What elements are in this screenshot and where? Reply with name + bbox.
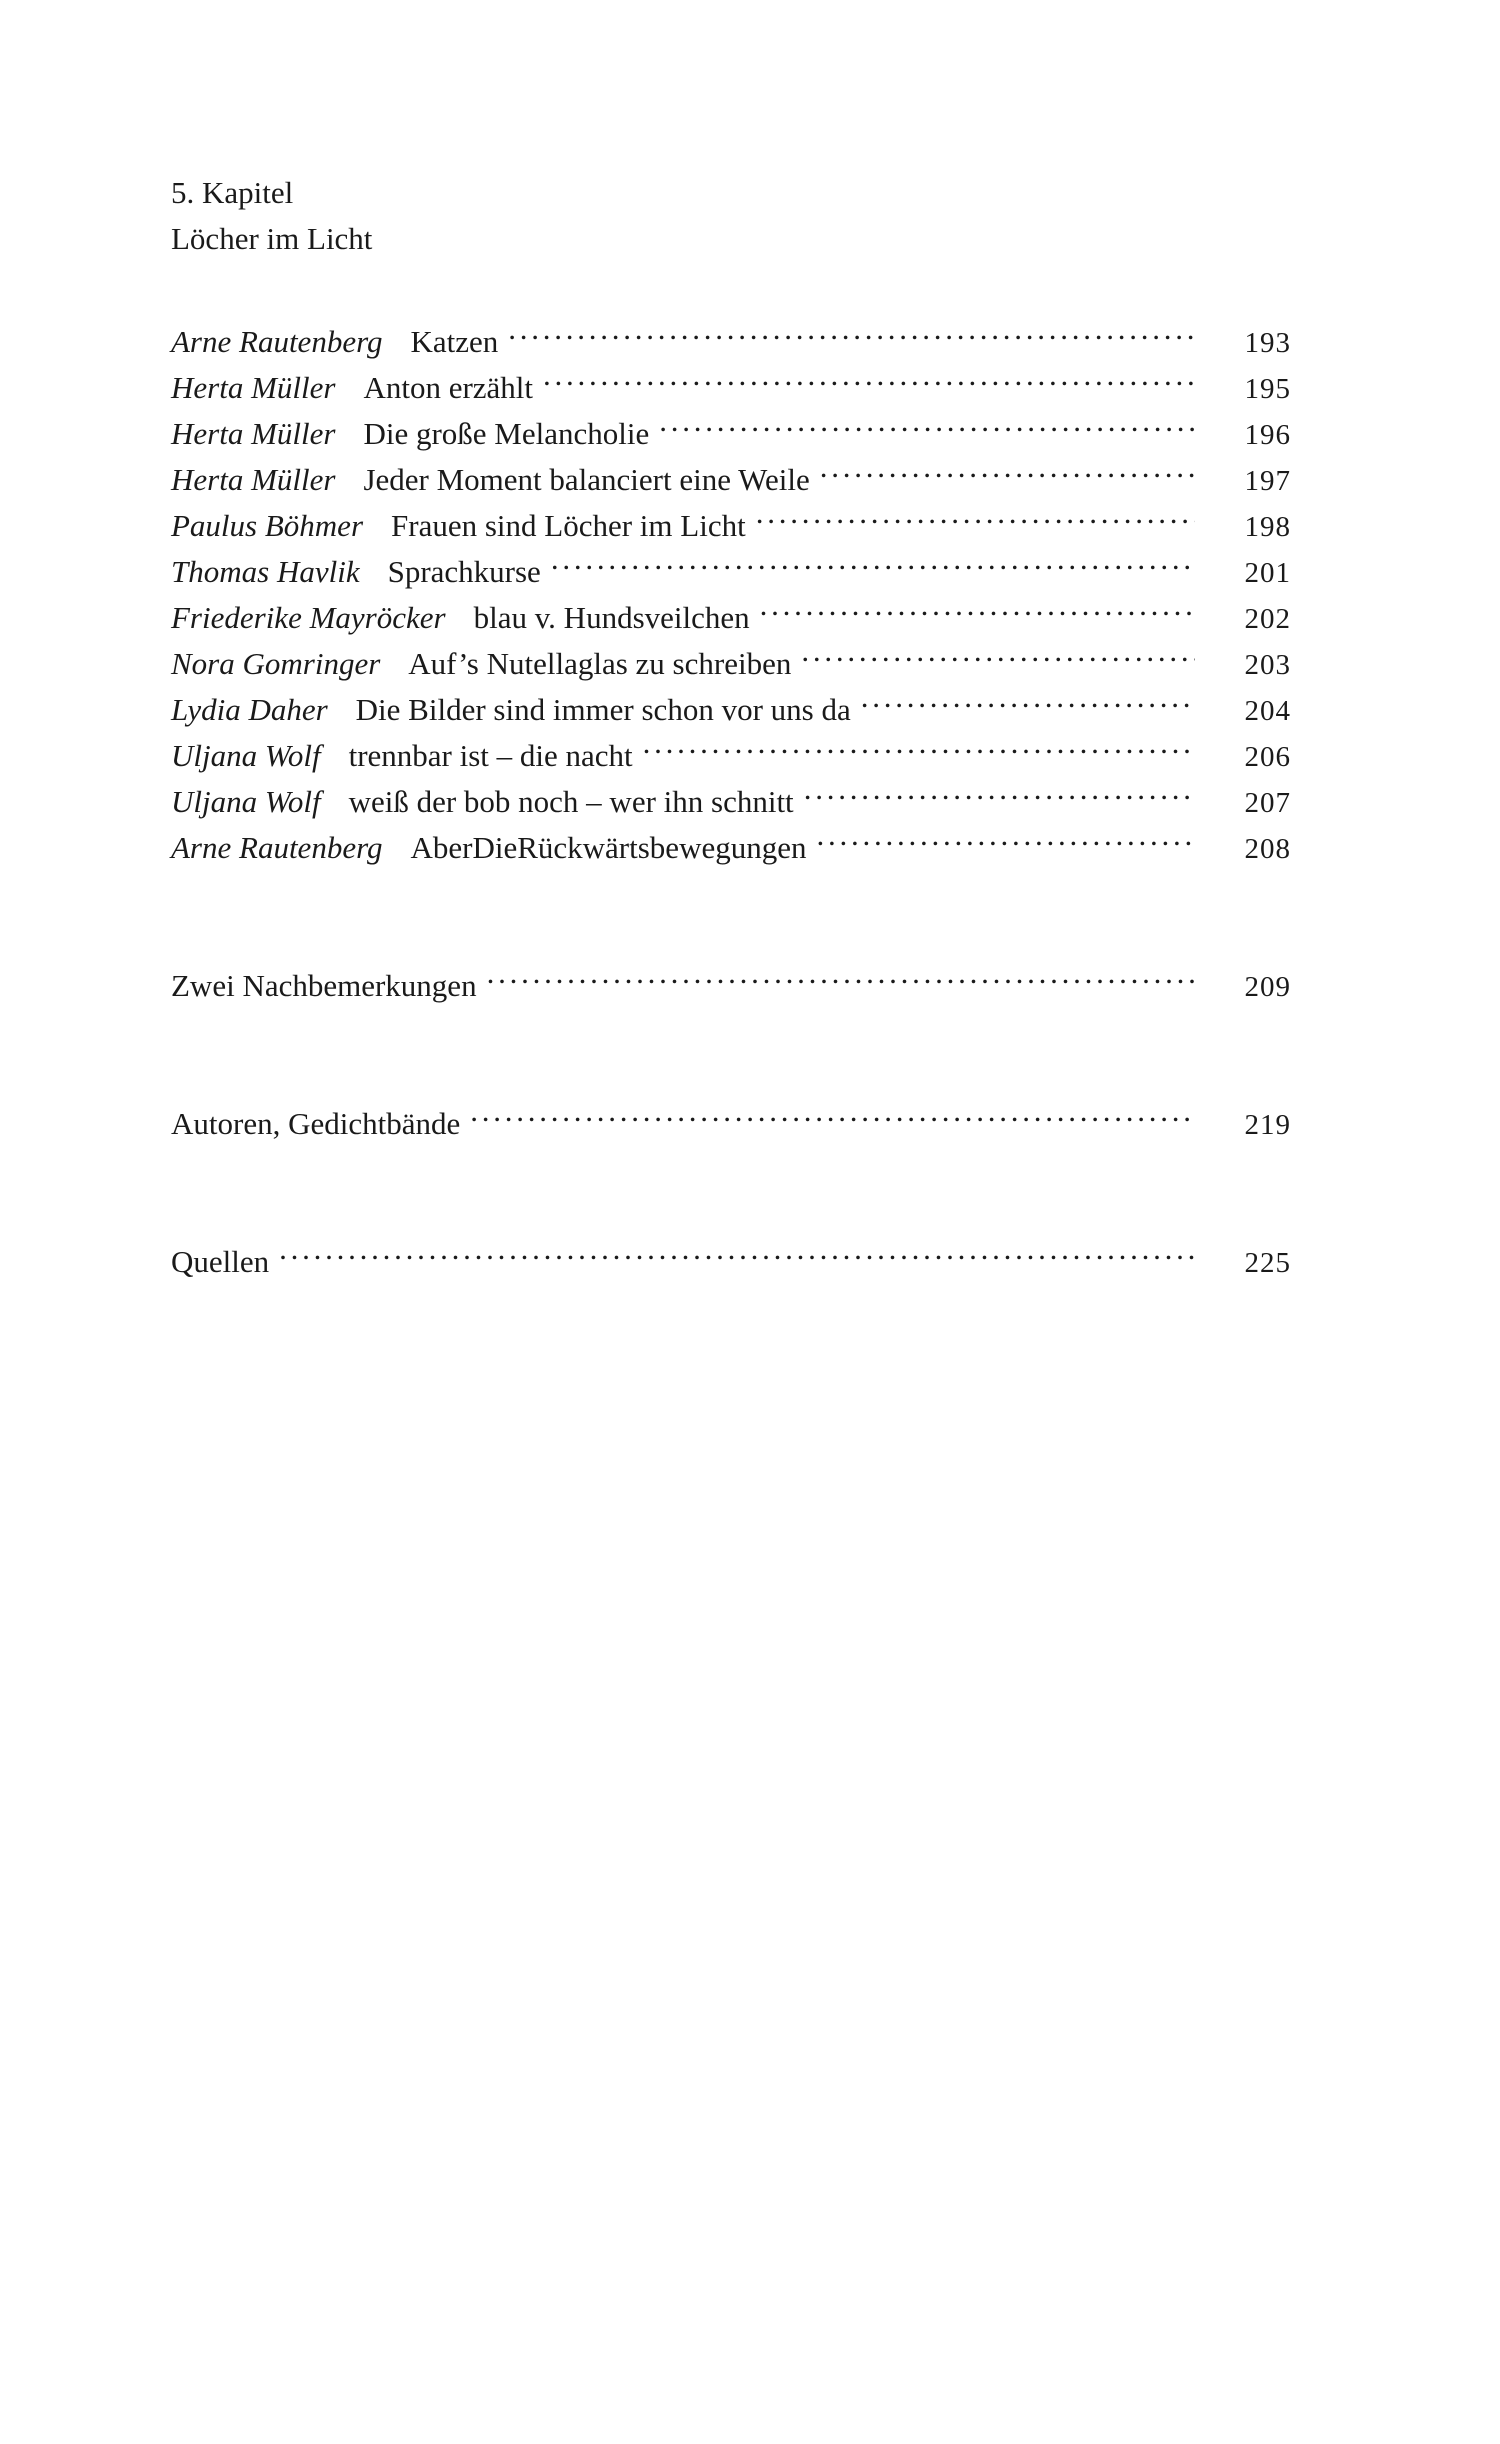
toc-section-nachbemerkungen [171, 950, 1291, 1003]
toc-entry [171, 766, 1291, 819]
toc-entry-title: Frauen sind Löcher im Licht [391, 508, 746, 543]
dot-leader [470, 1088, 1195, 1134]
toc-entry [171, 398, 1291, 451]
toc-entry-title: weiß der bob noch – wer ihn schnitt [348, 784, 794, 819]
dot-leader [643, 720, 1195, 766]
toc-entry-page: 206 [1244, 741, 1291, 773]
toc-entry-page: 204 [1244, 695, 1291, 727]
toc-entry-page: 193 [1244, 327, 1291, 359]
toc-entry-author: Herta Müller [171, 416, 336, 451]
toc-entry-author: Arne Rautenberg [171, 830, 383, 865]
toc-section-title: Zwei Nachbemerkungen [171, 968, 477, 1003]
dot-leader [279, 1226, 1195, 1272]
toc-section-entry [171, 1088, 1291, 1141]
toc-entry-page: 208 [1244, 833, 1291, 865]
toc-entry-author: Paulus Böhmer [171, 508, 364, 543]
toc-entry-author: Uljana Wolf [171, 738, 321, 773]
toc-section-title: Autoren, Gedichtbände [171, 1106, 461, 1141]
toc-entry [171, 306, 1291, 359]
dot-leader [543, 352, 1195, 398]
table-of-contents [171, 306, 1291, 865]
dot-leader [816, 812, 1195, 858]
dot-leader [659, 398, 1195, 444]
toc-entry [171, 444, 1291, 497]
toc-section-page: 225 [1244, 1247, 1291, 1279]
toc-entry-author: Arne Rautenberg [171, 324, 383, 359]
dot-leader [861, 674, 1195, 720]
toc-entry-title: Auf’s Nutellaglas zu schreiben [408, 646, 792, 681]
toc-entry-author: Herta Müller [171, 370, 336, 405]
toc-entry-author: Lydia Daher [171, 692, 328, 727]
toc-entry-title: trennbar ist – die nacht [348, 738, 633, 773]
toc-entry [171, 720, 1291, 773]
dot-leader [801, 628, 1195, 674]
toc-entry-page: 202 [1244, 603, 1291, 635]
toc-entry-page: 196 [1244, 419, 1291, 451]
toc-entry-page: 201 [1244, 557, 1291, 589]
toc-entry-title: Jeder Moment balanciert eine Weile [363, 462, 810, 497]
toc-entry-page: 198 [1244, 511, 1291, 543]
toc-section-autoren [171, 1088, 1291, 1141]
toc-entry-page: 207 [1244, 787, 1291, 819]
toc-section-page: 219 [1244, 1109, 1291, 1141]
toc-entry-title: AberDieRückwärtsbewegungen [410, 830, 807, 865]
dot-leader [804, 766, 1195, 812]
toc-entry-author: Nora Gomringer [171, 646, 381, 681]
toc-entry-page: 195 [1244, 373, 1291, 405]
chapter-title: Löcher im Licht [171, 221, 373, 256]
toc-entry-page: 203 [1244, 649, 1291, 681]
toc-section-page: 209 [1244, 971, 1291, 1003]
toc-entry-author: Friederike Mayröcker [171, 600, 446, 635]
toc-entry-author: Thomas Havlik [171, 554, 360, 589]
toc-entry-page: 197 [1244, 465, 1291, 497]
dot-leader [551, 536, 1195, 582]
toc-section-title: Quellen [171, 1244, 270, 1279]
toc-entry-title: Anton erzählt [363, 370, 534, 405]
dot-leader [508, 306, 1195, 352]
toc-entry-author: Herta Müller [171, 462, 336, 497]
toc-entry-title: Die große Melancholie [363, 416, 650, 451]
chapter-heading [171, 170, 372, 262]
toc-section-entry [171, 950, 1291, 1003]
chapter-number: 5. Kapitel [171, 175, 294, 210]
dot-leader [756, 490, 1195, 536]
toc-entry-title: Die Bilder sind immer schon vor uns da [355, 692, 851, 727]
toc-entry-title: blau v. Hundsveilchen [473, 600, 750, 635]
toc-entry-author: Uljana Wolf [171, 784, 321, 819]
toc-section-entry [171, 1226, 1291, 1279]
toc-entry-title: Sprachkurse [387, 554, 541, 589]
toc-section-quellen [171, 1226, 1291, 1279]
toc-entry-title: Katzen [410, 324, 499, 359]
dot-leader [820, 444, 1195, 490]
dot-leader [487, 950, 1195, 996]
dot-leader [760, 582, 1195, 628]
